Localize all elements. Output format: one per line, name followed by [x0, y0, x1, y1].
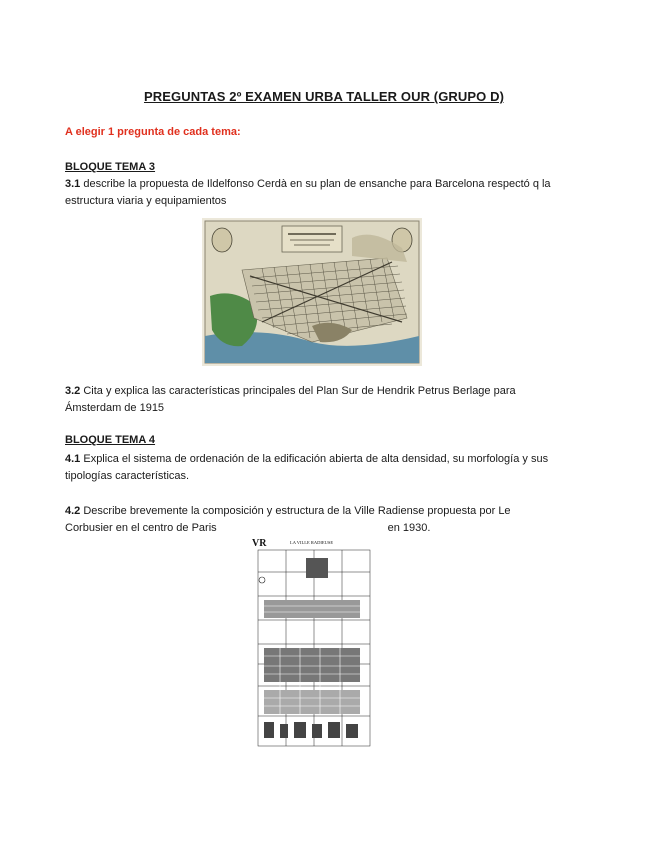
- question-text: en 1930.: [387, 522, 431, 534]
- question-number: 4.1: [65, 453, 81, 465]
- question-text: Cita y explica las características principales del Plan Sur de Hendrik Petrus Berlage para: [80, 385, 516, 397]
- cerda-plan-map-image: [202, 218, 422, 366]
- vr-label: VR: [252, 538, 267, 549]
- question-number: 3.1: [65, 178, 81, 190]
- question-text: Describe brevemente la composición y estructura de la Ville Radiense propuesta por Le: [80, 505, 511, 517]
- question-text: describe la propuesta de Ildelfonso Cerdà en su plan de ensanche para Barcelona respectó q la: [80, 178, 551, 190]
- ville-radieuse-plan-image: [250, 536, 376, 750]
- instruction-text: A elegir 1 pregunta de cada tema:: [65, 126, 241, 138]
- block-4-heading: BLOQUE TEMA 4: [65, 434, 156, 446]
- vr-caption: LA VILLE RADIEUSE: [290, 540, 334, 545]
- question-text: estructura viaria y equipamientos: [65, 195, 227, 207]
- question-text: Explica el sistema de ordenación de la edificación abierta de alta densidad, su morfología y sus: [80, 453, 549, 465]
- question-text: Ámsterdam de 1915: [65, 402, 165, 414]
- question-4-1: [65, 451, 548, 485]
- page-title: PREGUNTAS 2º EXAMEN URBA TALLER OUR (GRUPO D): [143, 89, 504, 104]
- question-3-2: [65, 383, 516, 417]
- question-number: 3.2: [65, 385, 81, 397]
- question-text: Corbusier en el centro de Paris: [65, 522, 217, 534]
- question-number: 4.2: [65, 505, 81, 517]
- question-3-1: [65, 176, 551, 210]
- question-text: tipologías características.: [65, 470, 190, 482]
- block-3-heading: BLOQUE TEMA 3: [65, 161, 156, 173]
- question-4-2: [65, 503, 511, 537]
